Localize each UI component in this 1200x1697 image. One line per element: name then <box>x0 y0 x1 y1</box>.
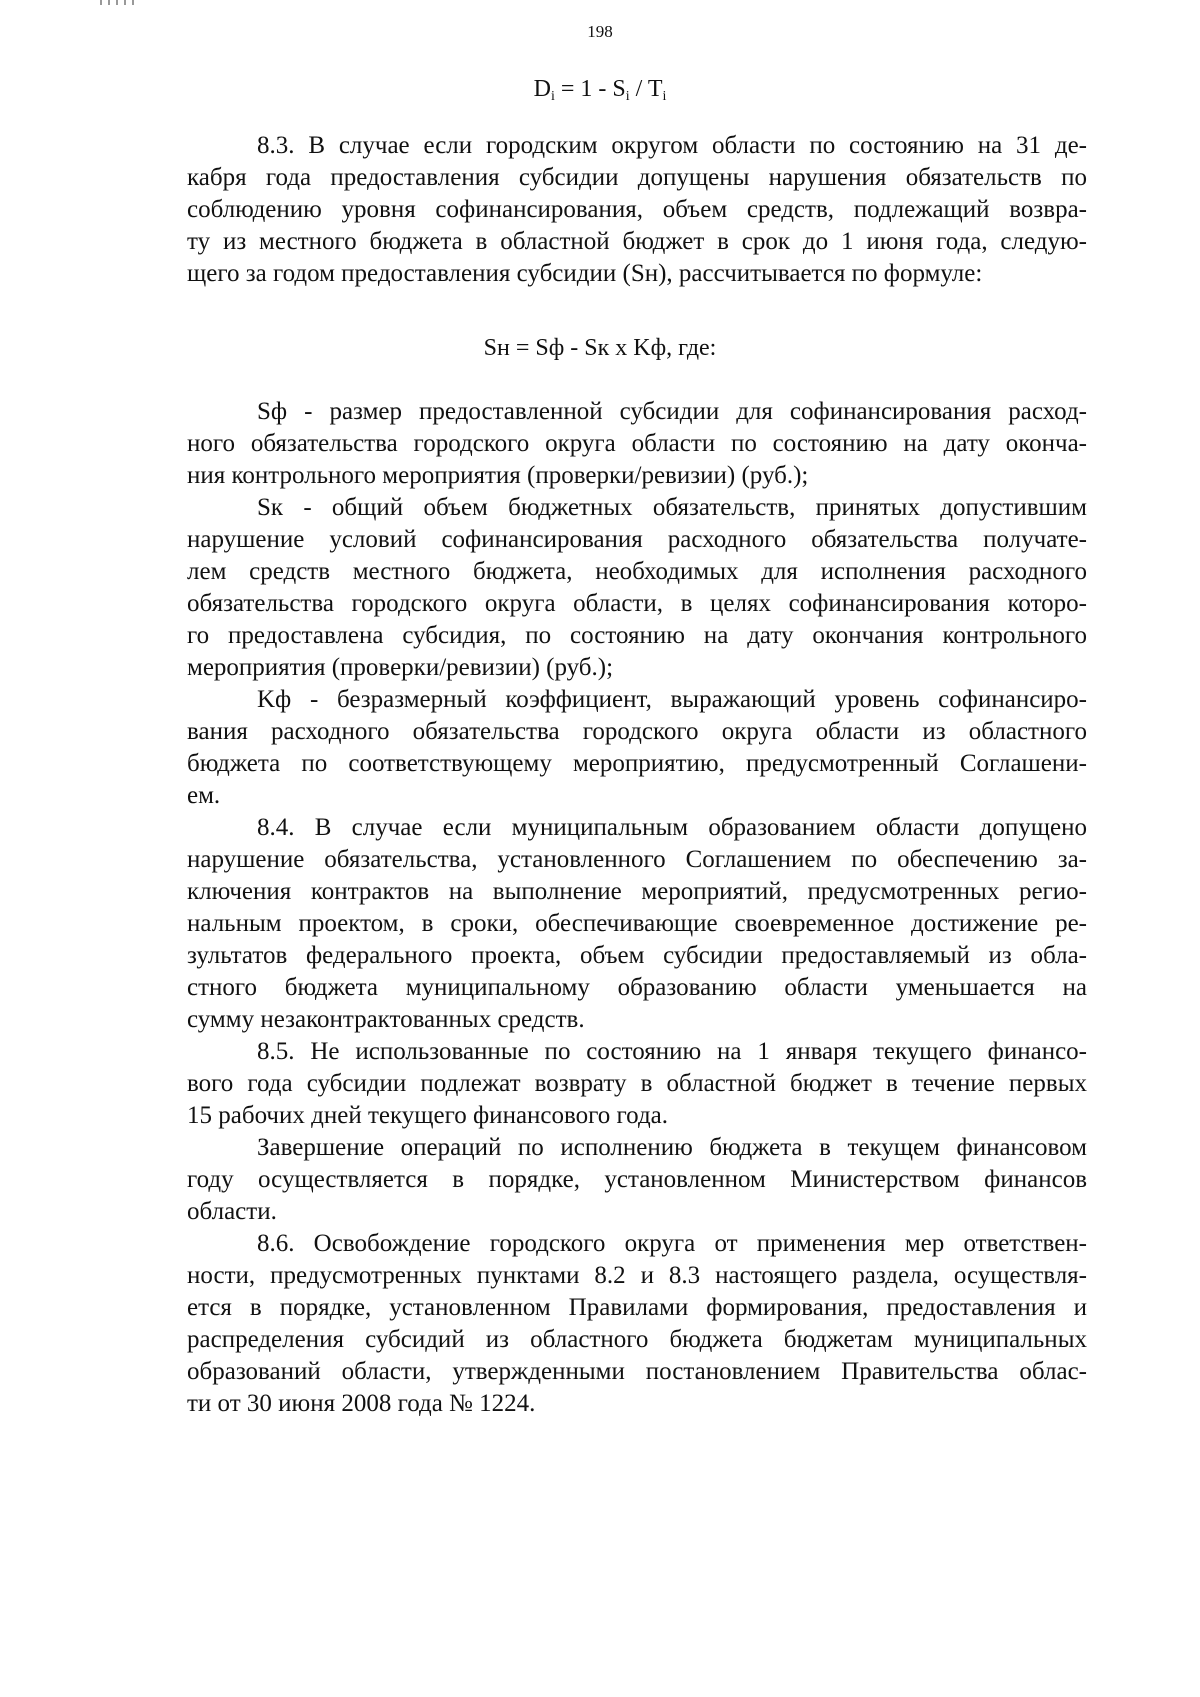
text-line: вого года субсидии подлежат возврату в областной бюджет в течение первых <box>187 1070 1087 1097</box>
text-line: Kф - безразмерный коэффициент, выражающий уровень софинансиро- <box>257 686 1087 713</box>
text-line: Завершение операций по исполнению бюджета в текущем финансовом <box>257 1134 1087 1161</box>
formula-d-sub-1: i <box>550 89 555 104</box>
text-line: ключения контрактов на выполнение мероприятий, предусмотренных регио- <box>187 878 1087 905</box>
formula-d-main: D <box>533 76 551 102</box>
page-number: 198 <box>587 22 613 41</box>
paragraph-8-3 <box>187 130 1087 290</box>
definitions-and-sections <box>187 396 1087 1420</box>
text-line: ту из местного бюджета в областной бюджет в срок до 1 июня года, следую- <box>187 228 1087 255</box>
text-line: 8.6. Освобождение городского округа от применения мер ответствен- <box>257 1230 1087 1257</box>
text-line: зультатов федерального проекта, объем субсидии предоставляемый из обла- <box>187 942 1087 969</box>
formula-d-slash: / T <box>629 76 663 102</box>
text-line: щего за годом предоставления субсидии (Sн), рассчитывается по формуле: <box>187 260 983 287</box>
text-line: 15 рабочих дней текущего финансового года. <box>187 1102 669 1129</box>
text-line: нарушение условий софинансирования расходного обязательства получате- <box>187 526 1087 553</box>
text-line: 8.3. В случае если городским округом области по состоянию на 31 де- <box>257 132 1087 159</box>
formula-d <box>0 74 1200 104</box>
formula-d-sub-2: i <box>625 89 630 104</box>
text-line: вания расходного обязательства городского округа области из областного <box>187 718 1087 745</box>
text-line: распределения субсидий из областного бюджета бюджетам муниципальных <box>187 1326 1087 1353</box>
text-line: ти от 30 июня 2008 года № 1224. <box>187 1390 536 1417</box>
scan-edge-mark <box>100 0 140 5</box>
text-line: бюджета по соответствующему мероприятию, предусмотренный Соглашени- <box>187 750 1087 777</box>
text-line: стного бюджета муниципальному образованию области уменьшается на <box>187 974 1087 1001</box>
text-line: мероприятия (проверки/ревизии) (руб.); <box>187 654 614 681</box>
text-line: нарушение обязательства, установленного Соглашением по обеспечению за- <box>187 846 1087 873</box>
text-line: ности, предусмотренных пунктами 8.2 и 8.3 настоящего раздела, осуществля- <box>187 1262 1087 1289</box>
text-line: Sк - общий объем бюджетных обязательств, принятых допустившим <box>257 494 1087 521</box>
text-line: 8.5. Не использованные по состоянию на 1 января текущего финансо- <box>257 1038 1087 1065</box>
text-line: Sф - размер предоставленной субсидии для софинансирования расход- <box>257 398 1087 425</box>
formula-s: Sн = Sф - Sк x Kф, где: <box>483 335 717 361</box>
text-line: нальным проектом, в сроки, обеспечивающие своевременное достижение ре- <box>187 910 1087 937</box>
text-line: году осуществляется в порядке, установленном Министерством финансов <box>187 1166 1087 1193</box>
text-line: 8.4. В случае если муниципальным образованием области допущено <box>257 814 1087 841</box>
text-line: ется в порядке, установленном Правилами формирования, предоставления и <box>187 1294 1087 1321</box>
text-line: обязательства городского округа области, в целях софинансирования которо- <box>187 590 1087 617</box>
text-line: ем. <box>187 782 221 809</box>
text-line: области. <box>187 1198 277 1225</box>
text-line: ного обязательства городского округа области по состоянию на дату оконча- <box>187 430 1087 457</box>
text-line: ния контрольного мероприятия (проверки/ревизии) (руб.); <box>187 462 809 489</box>
text-line: лем средств местного бюджета, необходимых для исполнения расходного <box>187 558 1087 585</box>
formula-d-mid: = 1 - S <box>554 76 626 102</box>
text-line: го предоставлена субсидия, по состоянию на дату окончания контрольного <box>187 622 1087 649</box>
text-line: кабря года предоставления субсидии допущены нарушения обязательств по <box>187 164 1087 191</box>
formula-d-sub-3: i <box>662 89 667 104</box>
text-line: образований области, утвержденными постановлением Правительства облас- <box>187 1358 1087 1385</box>
text-line: соблюдению уровня софинансирования, объем средств, подлежащий возвра- <box>187 196 1087 223</box>
text-line: сумму незаконтрактованных средств. <box>187 1006 585 1033</box>
